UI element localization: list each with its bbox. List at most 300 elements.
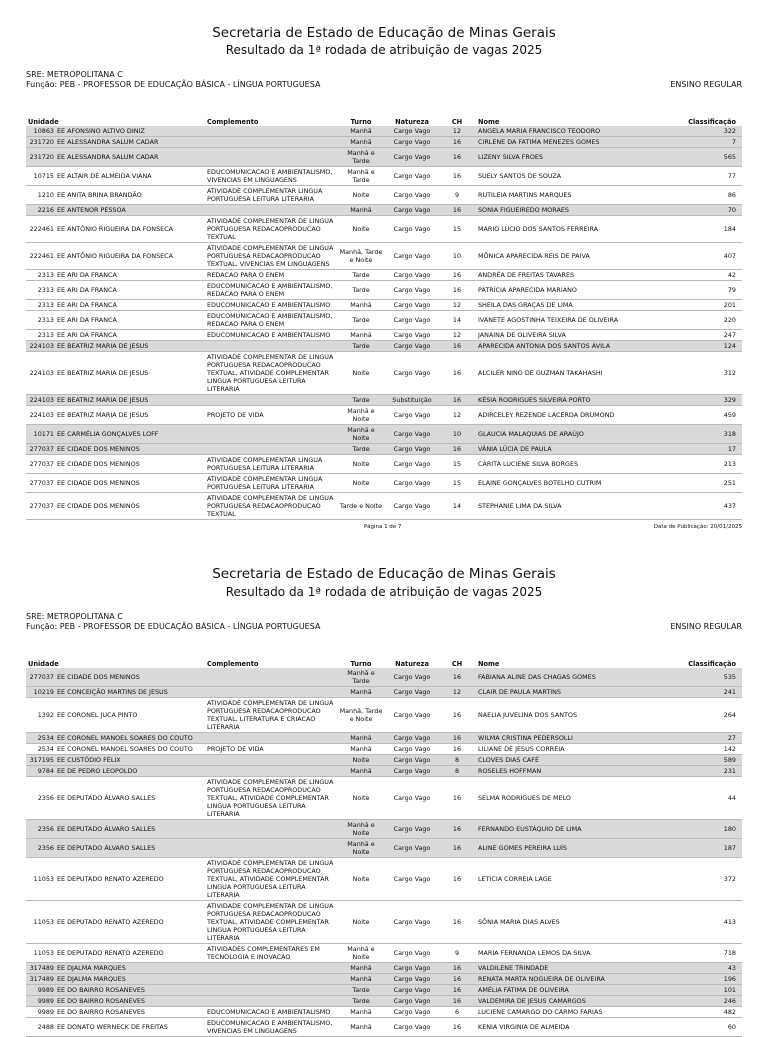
- unidade-code: 2534: [37, 745, 54, 753]
- complemento-cell: ATIVIDADE COMPLEMENTAR LINGUA PORTUGUESA LEITURA LITERARIA: [205, 455, 336, 474]
- nome-cell: SUELY SANTOS DE SOUZA: [476, 167, 664, 186]
- natureza-cell: Cargo Vago: [386, 766, 438, 777]
- turno-cell: Manhã: [336, 1007, 386, 1018]
- table-row: [26, 167, 742, 186]
- unidade-cell: [26, 766, 205, 777]
- turno-cell: Manhã: [336, 300, 386, 311]
- unidade-cell: [26, 901, 205, 944]
- natureza-cell: Cargo Vago: [386, 444, 438, 455]
- complemento-cell: [205, 820, 336, 839]
- ch-cell: 10: [438, 243, 476, 270]
- unidade-cell: [26, 444, 205, 455]
- nome-cell: LIZENY SILVA FROES: [476, 148, 664, 167]
- classificacao-cell: 565: [664, 148, 742, 167]
- turno-cell: Noite: [336, 352, 386, 395]
- unidade-cell: [26, 406, 205, 425]
- nome-cell: CLOVES DIAS CAFÉ: [476, 755, 664, 766]
- unidade-school: EE ANTENOR PESSOA: [57, 206, 126, 214]
- ch-cell: 16: [438, 996, 476, 1007]
- ch-cell: 9: [438, 944, 476, 963]
- ch-cell: 16: [438, 1018, 476, 1037]
- turno-cell: Tarde: [336, 985, 386, 996]
- complemento-cell: [205, 839, 336, 858]
- nome-cell: ELAINE GONÇALVES BOTELHO CUTRIM: [476, 474, 664, 493]
- turno-cell: Manhã e Noite: [336, 944, 386, 963]
- complemento-cell: [205, 985, 336, 996]
- ch-cell: 16: [438, 444, 476, 455]
- unidade-cell: [26, 300, 205, 311]
- complemento-cell: ATIVIDADE COMPLEMENTAR DE LINGUA PORTUGUESA REDACAOPRODUCAO TEXTUAL: [205, 493, 336, 520]
- turno-cell: Manhã e Tarde: [336, 668, 386, 687]
- unidade-cell: [26, 330, 205, 341]
- complemento-cell: [205, 126, 336, 137]
- page-subtitle: Resultado da 1ª rodada de atribuição de vagas 2025: [225, 43, 543, 57]
- turno-cell: Manhã e Tarde: [336, 167, 386, 186]
- unidade-cell: [26, 270, 205, 281]
- unidade-cell: [26, 974, 205, 985]
- table-row: [26, 243, 742, 270]
- complemento-cell: [205, 395, 336, 406]
- table-row: [26, 1007, 742, 1018]
- unidade-school: EE DEPUTADO ÁLVARO SALLES: [57, 794, 156, 802]
- table-body: [26, 668, 742, 1037]
- table-row: [26, 766, 742, 777]
- classificacao-cell: 247: [664, 330, 742, 341]
- natureza-cell: Cargo Vago: [386, 777, 438, 820]
- unidade-school: EE DEPUTADO ÁLVARO SALLES: [57, 844, 156, 852]
- turno-cell: Manhã: [336, 766, 386, 777]
- nome-cell: LETICIA CORREIA LAGE: [476, 858, 664, 901]
- unidade-cell: [26, 455, 205, 474]
- classificacao-cell: 180: [664, 820, 742, 839]
- natureza-cell: Cargo Vago: [386, 341, 438, 352]
- ch-cell: 16: [438, 839, 476, 858]
- ch-cell: 16: [438, 167, 476, 186]
- unidade-school: EE AFONSINO ALTIVO DINIZ: [57, 127, 145, 135]
- ch-cell: 16: [438, 974, 476, 985]
- unidade-cell: [26, 352, 205, 395]
- unidade-school: EE DJALMA MARQUES: [57, 975, 126, 983]
- complemento-cell: [205, 974, 336, 985]
- classificacao-cell: 535: [664, 668, 742, 687]
- classificacao-cell: 329: [664, 395, 742, 406]
- classificacao-cell: 42: [664, 270, 742, 281]
- unidade-school: EE ANTÔNIO RIGUEIRA DA FONSECA: [57, 252, 174, 260]
- classificacao-cell: 322: [664, 126, 742, 137]
- unidade-cell: [26, 996, 205, 1007]
- turno-cell: Manhã: [336, 733, 386, 744]
- natureza-cell: Cargo Vago: [386, 270, 438, 281]
- unidade-cell: [26, 167, 205, 186]
- complemento-cell: PROJETO DE VIDA: [205, 406, 336, 425]
- nome-cell: ROSELES HOFFMAN: [476, 766, 664, 777]
- unidade-code: 222461: [29, 225, 54, 233]
- table-row: [26, 425, 742, 444]
- turno-cell: Noite: [336, 216, 386, 243]
- unidade-cell: [26, 733, 205, 744]
- turno-cell: Tarde: [336, 341, 386, 352]
- nome-cell: MÔNICA APARECIDA REIS DE PAIVA: [476, 243, 664, 270]
- unidade-school: EE CORONEL JUCA PINTO: [57, 711, 138, 719]
- nome-cell: WILMA CRISTINA PEDERSOLLI: [476, 733, 664, 744]
- table-row: [26, 733, 742, 744]
- complemento-cell: ATIVIDADE COMPLEMENTAR DE LINGUA PORTUGUESA REDACAOPRODUCAO TEXTUAL, ATIVIDADE COMPLEMENTAR LINGUA PORTUGUESA LEITURA LITERARIA: [205, 352, 336, 395]
- complemento-cell: EDUCOMUNICACAO E AMBIENTALISMO, REDACAO PARA O ENEM: [205, 311, 336, 330]
- natureza-cell: Cargo Vago: [386, 243, 438, 270]
- turno-cell: Manhã: [336, 137, 386, 148]
- nome-cell: ALCILER NINO DE GUZMAN TAKAHASHI: [476, 352, 664, 395]
- unidade-code: 2488: [37, 1023, 54, 1031]
- table-row: [26, 963, 742, 974]
- col-turno: Turno: [350, 118, 372, 126]
- classificacao-cell: 44: [664, 777, 742, 820]
- classificacao-cell: 17: [664, 444, 742, 455]
- unidade-school: EE ARI DA FRANCA: [57, 271, 117, 279]
- table-row: [26, 698, 742, 733]
- turno-cell: Tarde: [336, 281, 386, 300]
- nome-cell: LILIANE DE JESUS CORREIA: [476, 744, 664, 755]
- natureza-cell: Cargo Vago: [386, 406, 438, 425]
- funcao-label: Função: PEB - PROFESSOR DE EDUCAÇÃO BÁSICA - LÍNGUA PORTUGUESA: [26, 622, 321, 631]
- classificacao-cell: 372: [664, 858, 742, 901]
- natureza-cell: Cargo Vago: [386, 493, 438, 520]
- funcao-label: Função: PEB - PROFESSOR DE EDUCAÇÃO BÁSICA - LÍNGUA PORTUGUESA: [26, 80, 321, 89]
- unidade-code: 277037: [29, 479, 54, 487]
- nome-cell: LUCIENE CAMARGO DO CARMO FARIAS: [476, 1007, 664, 1018]
- natureza-cell: Cargo Vago: [386, 820, 438, 839]
- unidade-code: 2313: [37, 271, 54, 279]
- unidade-school: EE ANTÔNIO RIGUEIRA DA FONSECA: [57, 225, 174, 233]
- complemento-cell: EDUCOMUNICACAO E AMBIENTALISMO, VIVENCIAS EM LINGUAGENS: [205, 167, 336, 186]
- page-number: Página 1 de 7: [364, 524, 402, 530]
- ch-cell: 16: [438, 281, 476, 300]
- classificacao-cell: 318: [664, 425, 742, 444]
- unidade-school: EE DEPUTADO RENATO AZEREDO: [57, 875, 164, 883]
- natureza-cell: Cargo Vago: [386, 281, 438, 300]
- classificacao-cell: 60: [664, 1018, 742, 1037]
- complemento-cell: [205, 205, 336, 216]
- nome-cell: NAELIA JUVELINA DOS SANTOS: [476, 698, 664, 733]
- unidade-cell: [26, 216, 205, 243]
- ch-cell: 12: [438, 687, 476, 698]
- table-row: [26, 744, 742, 755]
- table-row: [26, 996, 742, 1007]
- unidade-school: EE BEATRIZ MARIA DE JESUS: [57, 369, 149, 377]
- nome-cell: STEPHANIE LIMA DA SILVA: [476, 493, 664, 520]
- table-header-row: [26, 658, 742, 668]
- nome-cell: KÉSIA RODRIGUES SILVEIRA PORTO: [476, 395, 664, 406]
- unidade-code: 2216: [37, 206, 54, 214]
- classificacao-cell: 718: [664, 944, 742, 963]
- nome-cell: ANDRÉA DE FREITAS TAVARES: [476, 270, 664, 281]
- unidade-cell: [26, 126, 205, 137]
- col-complemento: Complemento: [207, 660, 259, 668]
- complemento-cell: [205, 996, 336, 1007]
- classificacao-cell: 459: [664, 406, 742, 425]
- natureza-cell: Cargo Vago: [386, 455, 438, 474]
- unidade-code: 10863: [33, 127, 54, 135]
- unidade-code: 224103: [29, 411, 54, 419]
- table-row: [26, 493, 742, 520]
- classificacao-cell: 413: [664, 901, 742, 944]
- table-row: [26, 341, 742, 352]
- col-nome: Nome: [478, 660, 500, 668]
- col-natureza: Natureza: [395, 660, 429, 668]
- complemento-cell: [205, 668, 336, 687]
- col-classificacao: Classificação: [688, 118, 736, 126]
- unidade-school: EE BEATRIZ MARIA DE JESUS: [57, 411, 149, 419]
- unidade-cell: [26, 944, 205, 963]
- unidade-cell: [26, 777, 205, 820]
- unidade-cell: [26, 205, 205, 216]
- turno-cell: Manhã e Noite: [336, 406, 386, 425]
- table-body: [26, 126, 742, 520]
- complemento-cell: [205, 687, 336, 698]
- complemento-cell: [205, 444, 336, 455]
- results-table: [26, 658, 742, 1037]
- unidade-code: 9989: [37, 986, 54, 994]
- nome-cell: VÂNIA LÚCIA DE PAULA: [476, 444, 664, 455]
- unidade-school: EE CIDADE DOS MENINOS: [57, 502, 140, 510]
- classificacao-cell: 79: [664, 281, 742, 300]
- table-row: [26, 311, 742, 330]
- unidade-code: 1392: [37, 711, 54, 719]
- table-row: [26, 281, 742, 300]
- unidade-school: EE ALESSANDRA SALUM CADAR: [57, 153, 159, 161]
- unidade-cell: [26, 1007, 205, 1018]
- nome-cell: MARIO LUCIO DOS SANTOS FERREIRA: [476, 216, 664, 243]
- table-row: [26, 148, 742, 167]
- unidade-code: 2313: [37, 301, 54, 309]
- table-row: [26, 352, 742, 395]
- ch-cell: 16: [438, 148, 476, 167]
- natureza-cell: Cargo Vago: [386, 698, 438, 733]
- table-row: [26, 395, 742, 406]
- report-page-2: [0, 540, 768, 1035]
- table-row: [26, 126, 742, 137]
- turno-cell: Manhã: [336, 205, 386, 216]
- classificacao-cell: 482: [664, 1007, 742, 1018]
- natureza-cell: Cargo Vago: [386, 1007, 438, 1018]
- complemento-cell: EDUCOMUNICACAO E AMBIENTALISMO, REDACAO PARA O ENEM: [205, 281, 336, 300]
- nome-cell: SELMA RODRIGUES DE MELO: [476, 777, 664, 820]
- unidade-code: 10219: [33, 688, 54, 696]
- turno-cell: Tarde: [336, 996, 386, 1007]
- unidade-school: EE CIDADE DOS MENINOS: [57, 460, 140, 468]
- natureza-cell: Cargo Vago: [386, 167, 438, 186]
- ensino-label: ENSINO REGULAR: [670, 80, 742, 89]
- unidade-cell: [26, 1018, 205, 1037]
- turno-cell: Manhã: [336, 687, 386, 698]
- table-row: [26, 974, 742, 985]
- table-header-row: [26, 116, 742, 126]
- col-complemento: Complemento: [207, 118, 259, 126]
- natureza-cell: Cargo Vago: [386, 1018, 438, 1037]
- col-classificacao: Classificação: [688, 660, 736, 668]
- complemento-cell: ATIVIDADE COMPLEMENTAR DE LINGUA PORTUGUESA REDACAOPRODUCAO TEXTUAL, ATIVIDADE COMPLEMENTAR LINGUA PORTUGUESA LEITURA LITERARIA: [205, 777, 336, 820]
- classificacao-cell: 220: [664, 311, 742, 330]
- turno-cell: Tarde: [336, 270, 386, 281]
- table-row: [26, 668, 742, 687]
- complemento-cell: ATIVIDADES COMPLEMENTARES EM TECNOLOGIA E INOVACAO: [205, 944, 336, 963]
- unidade-school: EE DEPUTADO RENATO AZEREDO: [57, 918, 164, 926]
- nome-cell: SÔNIA MARIA DIAS ALVES: [476, 901, 664, 944]
- unidade-school: EE ARI DA FRANCA: [57, 301, 117, 309]
- unidade-school: EE DO BAIRRO ROSANEVES: [57, 986, 145, 994]
- table-row: [26, 455, 742, 474]
- turno-cell: Manhã: [336, 744, 386, 755]
- complemento-cell: ATIVIDADE COMPLEMENTAR LINGUA PORTUGUESA LEITURA LITERARIA: [205, 474, 336, 493]
- unidade-cell: [26, 858, 205, 901]
- unidade-cell: [26, 985, 205, 996]
- classificacao-cell: 142: [664, 744, 742, 755]
- ch-cell: 16: [438, 352, 476, 395]
- col-unidade: Unidade: [28, 660, 59, 668]
- complemento-cell: PROJETO DE VIDA: [205, 744, 336, 755]
- table-row: [26, 858, 742, 901]
- page-title: Secretaria de Estado de Educação de Minas Gerais: [212, 566, 556, 582]
- complemento-cell: EDUCOMUNICACAO E AMBIENTALISMO: [205, 330, 336, 341]
- ch-cell: 16: [438, 395, 476, 406]
- classificacao-cell: 77: [664, 167, 742, 186]
- complemento-cell: [205, 425, 336, 444]
- table-row: [26, 755, 742, 766]
- ch-cell: 16: [438, 205, 476, 216]
- nome-cell: RENATA MARTA NOGUEIRA DE OLIVEIRA: [476, 974, 664, 985]
- unidade-school: EE ANITA BRINA BRANDÃO: [57, 191, 142, 199]
- unidade-code: 317489: [29, 964, 54, 972]
- unidade-code: 11053: [33, 875, 54, 883]
- ch-cell: 12: [438, 330, 476, 341]
- nome-cell: APARECIDA ANTONIA DOS SANTOS ÁVILA: [476, 341, 664, 352]
- table-row: [26, 205, 742, 216]
- unidade-code: 2313: [37, 316, 54, 324]
- classificacao-cell: 437: [664, 493, 742, 520]
- unidade-code: 2534: [37, 734, 54, 742]
- ch-cell: 8: [438, 766, 476, 777]
- turno-cell: Manhã: [336, 1018, 386, 1037]
- unidade-code: 231720: [29, 138, 54, 146]
- unidade-school: EE DEPUTADO ÁLVARO SALLES: [57, 825, 156, 833]
- nome-cell: CIRLENE DA FATIMA MENEZES GOMES: [476, 137, 664, 148]
- classificacao-cell: 43: [664, 963, 742, 974]
- unidade-code: 2356: [37, 844, 54, 852]
- natureza-cell: Cargo Vago: [386, 311, 438, 330]
- natureza-cell: Cargo Vago: [386, 963, 438, 974]
- classificacao-cell: 101: [664, 985, 742, 996]
- classificacao-cell: 251: [664, 474, 742, 493]
- complemento-cell: REDACAO PARA O ENEM: [205, 270, 336, 281]
- turno-cell: Manhã e Noite: [336, 839, 386, 858]
- nome-cell: VALDILENE TRINDADE: [476, 963, 664, 974]
- unidade-code: 9784: [37, 767, 54, 775]
- nome-cell: CÁRITA LUCIENE SILVA BORGES: [476, 455, 664, 474]
- nome-cell: SONIA FIGUEIREDO MORAES: [476, 205, 664, 216]
- unidade-school: EE CARMÉLIA GONÇALVES LOFF: [57, 430, 159, 438]
- results-table: [26, 116, 742, 520]
- unidade-school: EE CUSTÓDIO FÉLIX: [57, 756, 121, 764]
- ch-cell: 16: [438, 668, 476, 687]
- unidade-school: EE ARI DA FRANCA: [57, 286, 117, 294]
- ch-cell: 12: [438, 406, 476, 425]
- unidade-code: 317195: [29, 756, 54, 764]
- ch-cell: 10: [438, 425, 476, 444]
- ch-cell: 8: [438, 755, 476, 766]
- unidade-school: EE ALESSANDRA SALUM CADAR: [57, 138, 159, 146]
- natureza-cell: Cargo Vago: [386, 300, 438, 311]
- complemento-cell: [205, 137, 336, 148]
- col-ch: CH: [451, 118, 463, 126]
- unidade-school: EE CIDADE DOS MENINOS: [57, 445, 140, 453]
- publication-date: Data de Publicação: 20/01/2025: [653, 524, 742, 530]
- unidade-school: EE DEPUTADO RENATO AZEREDO: [57, 949, 164, 957]
- nome-cell: KENIA VIRGINIA DE ALMEIDA: [476, 1018, 664, 1037]
- table-row: [26, 444, 742, 455]
- turno-cell: Tarde: [336, 444, 386, 455]
- nome-cell: JANAINA DE OLIVEIRA SILVA: [476, 330, 664, 341]
- natureza-cell: Cargo Vago: [386, 858, 438, 901]
- unidade-code: 1210: [37, 191, 54, 199]
- nome-cell: CLAIR DE PAULA MARTINS: [476, 687, 664, 698]
- complemento-cell: EDUCOMUNICACAO E AMBIENTALISMO, VIVENCIAS EM LINGUAGENS: [205, 1018, 336, 1037]
- classificacao-cell: 86: [664, 186, 742, 205]
- turno-cell: Manhã: [336, 974, 386, 985]
- classificacao-cell: 213: [664, 455, 742, 474]
- natureza-cell: Cargo Vago: [386, 687, 438, 698]
- classificacao-cell: 70: [664, 205, 742, 216]
- turno-cell: Noite: [336, 901, 386, 944]
- turno-cell: Manhã, Tarde e Noite: [336, 698, 386, 733]
- turno-cell: Manhã e Tarde: [336, 148, 386, 167]
- unidade-code: 277037: [29, 460, 54, 468]
- natureza-cell: Cargo Vago: [386, 755, 438, 766]
- ch-cell: 16: [438, 137, 476, 148]
- unidade-cell: [26, 744, 205, 755]
- unidade-cell: [26, 820, 205, 839]
- natureza-cell: Cargo Vago: [386, 733, 438, 744]
- natureza-cell: Cargo Vago: [386, 996, 438, 1007]
- classificacao-cell: 196: [664, 974, 742, 985]
- unidade-school: EE BEATRIZ MARIA DE JESUS: [57, 396, 149, 404]
- unidade-cell: [26, 425, 205, 444]
- unidade-school: EE DE PEDRO LEOPOLDO: [57, 767, 138, 775]
- ch-cell: 12: [438, 126, 476, 137]
- unidade-code: 9989: [37, 1008, 54, 1016]
- natureza-cell: Cargo Vago: [386, 137, 438, 148]
- unidade-code: 277037: [29, 502, 54, 510]
- ch-cell: 6: [438, 1007, 476, 1018]
- nome-cell: FABIANA ALINE DAS CHAGAS GOMES: [476, 668, 664, 687]
- table-row: [26, 1018, 742, 1037]
- unidade-cell: [26, 281, 205, 300]
- table-row: [26, 687, 742, 698]
- natureza-cell: Cargo Vago: [386, 205, 438, 216]
- ch-cell: 16: [438, 698, 476, 733]
- unidade-cell: [26, 698, 205, 733]
- unidade-school: EE DONATO WERNECK DE FREITAS: [57, 1023, 168, 1031]
- col-turno: Turno: [350, 660, 372, 668]
- unidade-school: EE DO BAIRRO ROSANEVES: [57, 1008, 145, 1016]
- nome-cell: RUTILEIA MARTINS MARQUES: [476, 186, 664, 205]
- unidade-code: 2356: [37, 794, 54, 802]
- unidade-code: 9989: [37, 997, 54, 1005]
- ch-cell: 14: [438, 493, 476, 520]
- unidade-cell: [26, 395, 205, 406]
- classificacao-cell: 407: [664, 243, 742, 270]
- unidade-school: EE DO BAIRRO ROSANEVES: [57, 997, 145, 1005]
- natureza-cell: Cargo Vago: [386, 985, 438, 996]
- unidade-code: 224103: [29, 396, 54, 404]
